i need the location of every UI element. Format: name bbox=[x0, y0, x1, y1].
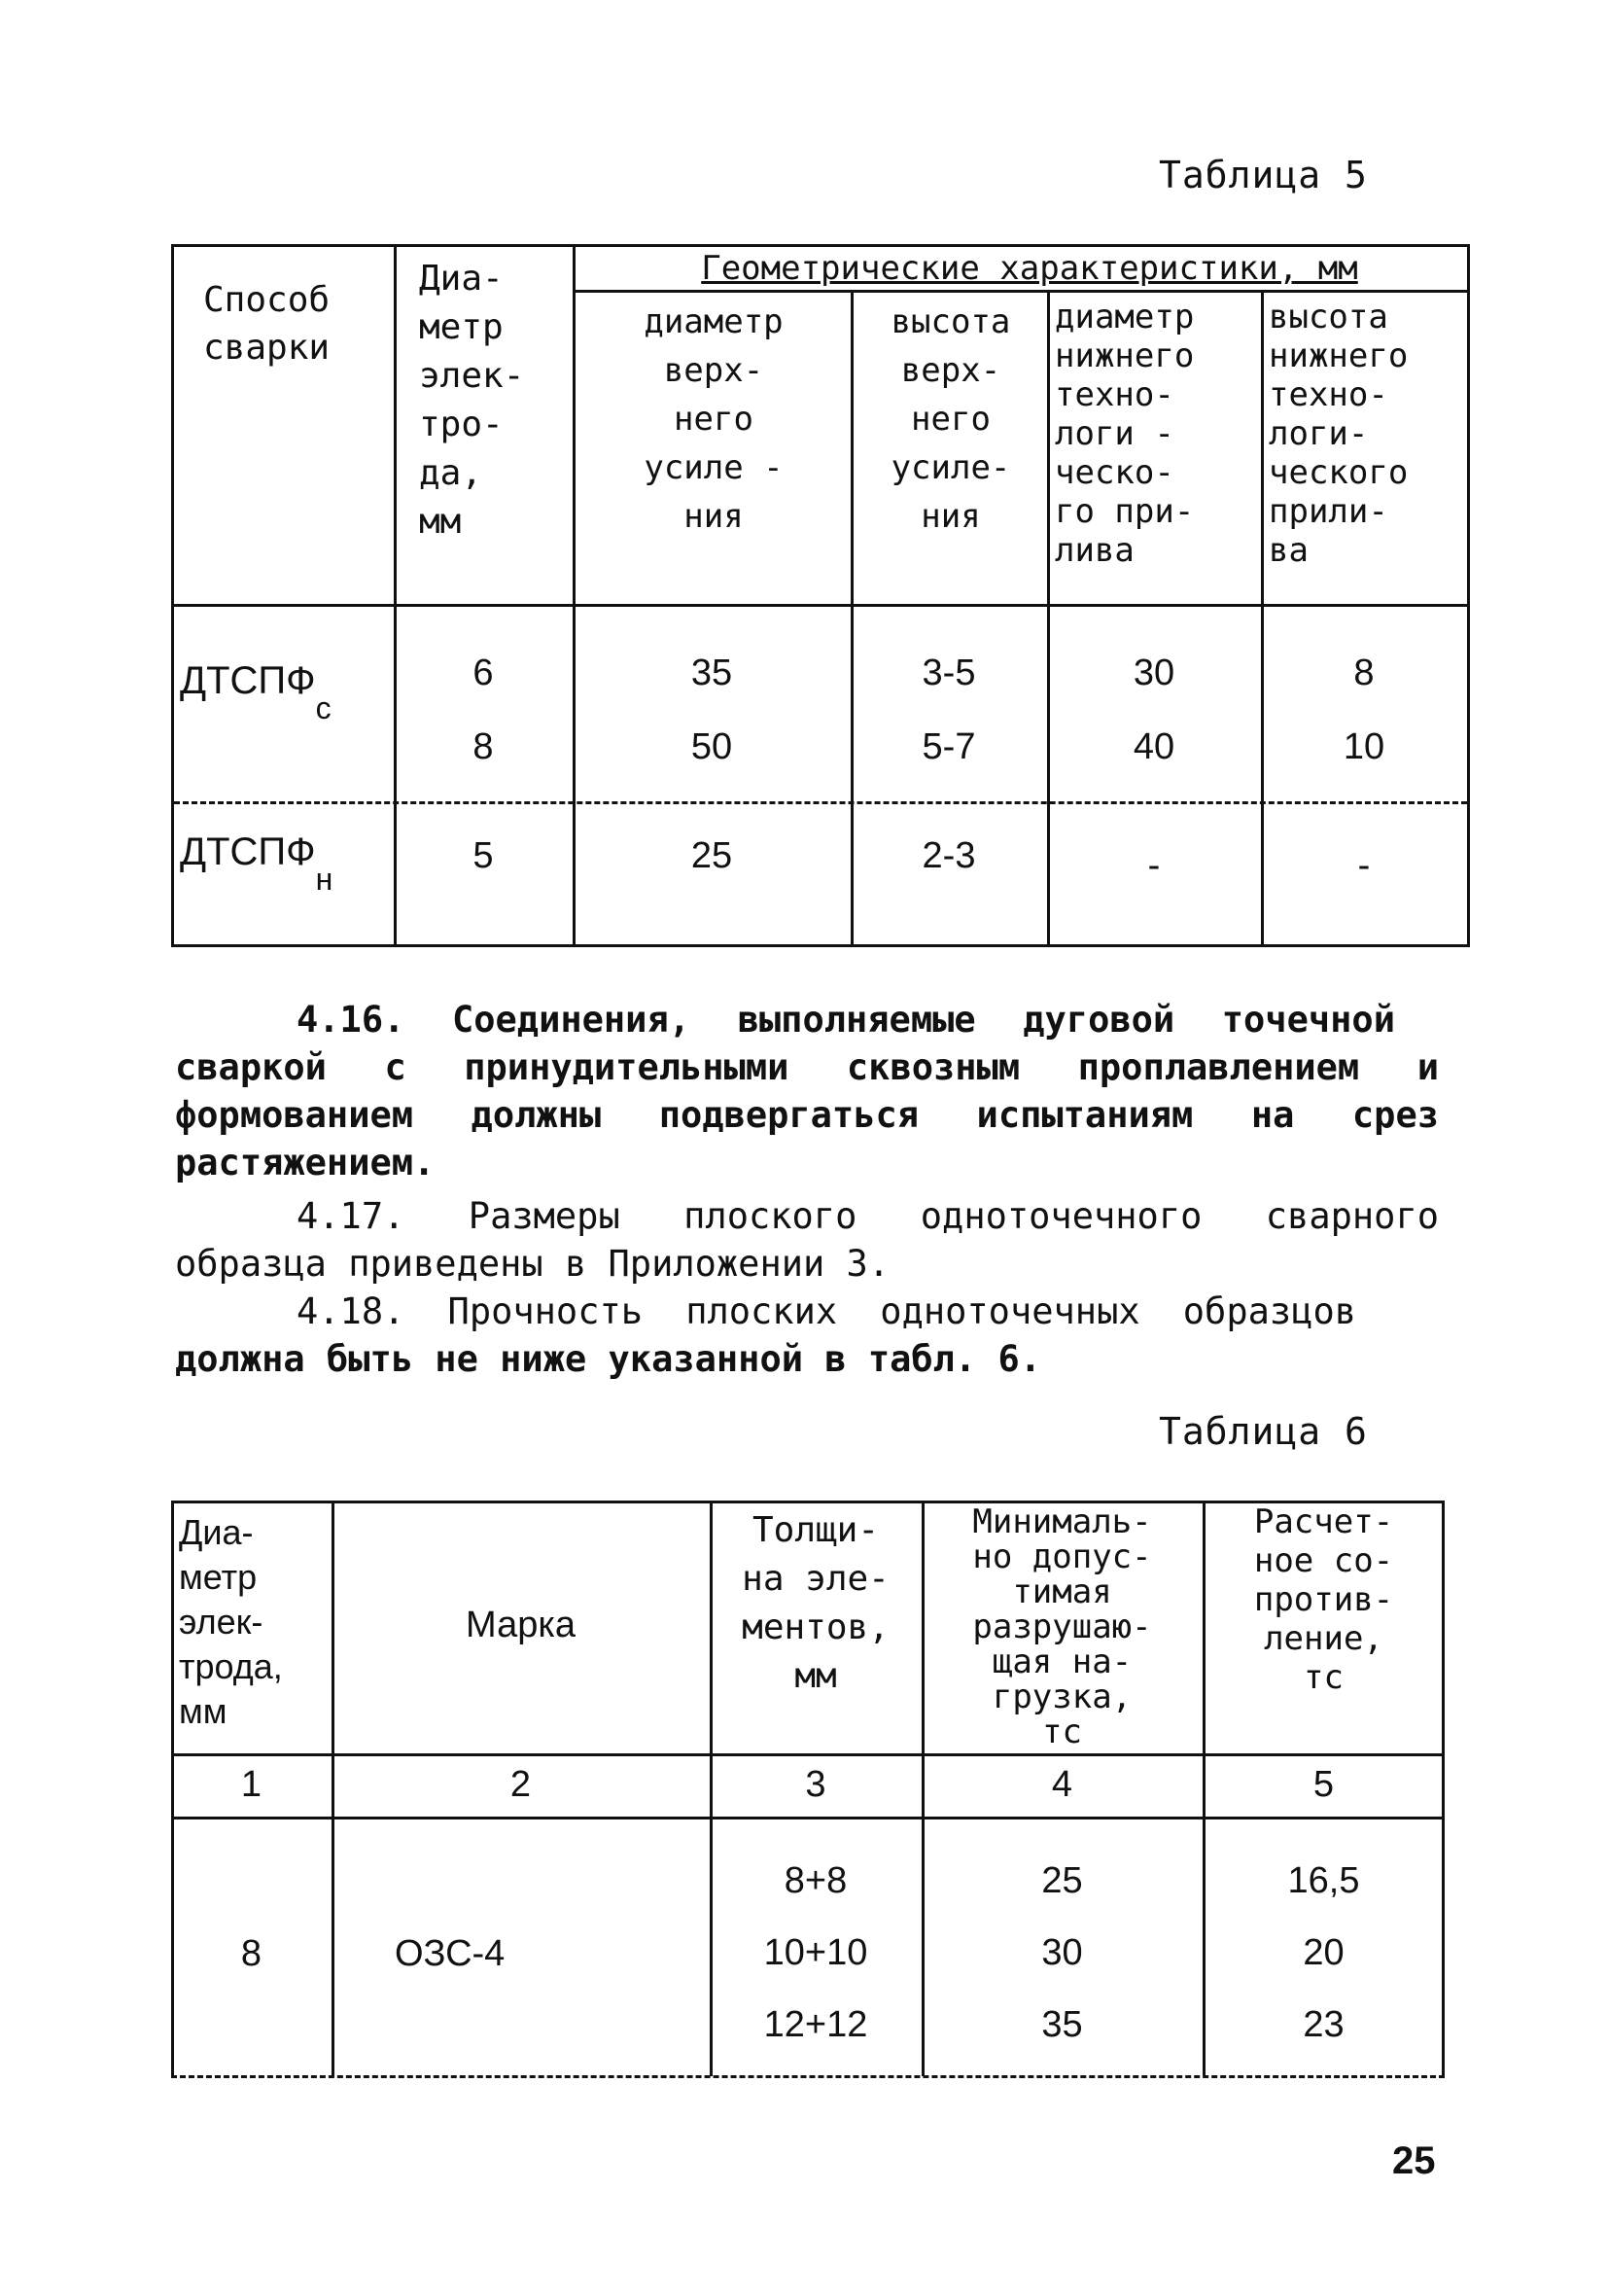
t5-row1-d-lower: 30 40 bbox=[1133, 653, 1175, 767]
paragraph-4-16: 4.16. Соединения, выполняемые дуговой точечной сваркой с принудительными сквозным проплавлением и формованием должны подвергаться испытаниям на срез растяжением. bbox=[175, 999, 1439, 1183]
t6-header-brand: Марка bbox=[466, 1605, 576, 1645]
t5-row1-d-upper: 35 50 bbox=[690, 653, 733, 767]
t5-row2-diameter: 5 bbox=[472, 835, 494, 876]
t5-header-geometry: Геометрические характеристики, мм bbox=[701, 249, 1358, 288]
t5-row1-method: $ДТСПФ_с$ bbox=[180, 659, 332, 725]
table6-caption: Таблица 6 bbox=[1159, 1410, 1368, 1453]
table6 bbox=[171, 1501, 1445, 2084]
t5-row2-d-lower: - bbox=[1147, 845, 1161, 886]
t6-colnum-3: 3 bbox=[805, 1764, 826, 1805]
paragraph-4-18: 4.18. Прочность плоских одноточечных образцов должна быть не ниже указанной в табл. 6. bbox=[175, 1290, 1356, 1380]
t6-colnum-2: 2 bbox=[509, 1764, 532, 1805]
page-number: 25 bbox=[1392, 2139, 1436, 2182]
t5-row1-diameters: 6 8 bbox=[472, 653, 494, 767]
t5-row2-method: $ДТСПФ_н$ bbox=[180, 830, 333, 897]
t6-colnum-5: 5 bbox=[1312, 1764, 1335, 1805]
t6-colnum-1: 1 bbox=[240, 1764, 262, 1805]
t6-header-diameter: Диа- метр элек- трода, мм bbox=[179, 1512, 283, 1731]
t5-header-diameter: Диа- метр элек- тро- да, мм bbox=[419, 259, 525, 542]
t6-header-thickness: Толщи- на эле- ментов, мм bbox=[742, 1510, 890, 1696]
t6-thickness: 8+8 10+10 12+12 bbox=[763, 1860, 868, 2045]
t6-resistance: 16,5 20 23 bbox=[1287, 1860, 1360, 2045]
t5-row2-h-lower: - bbox=[1357, 845, 1371, 886]
t6-header-resistance: Расчет- ное со- против- ление, тс bbox=[1253, 1502, 1394, 1697]
t5-header-method: Способ сварки bbox=[203, 280, 331, 368]
t5-header-d-lower: диаметр нижнего техно- логи - ческо- го при- лива bbox=[1055, 298, 1195, 570]
t5-row1-h-upper: 3-5 5-7 bbox=[922, 653, 976, 767]
table5 bbox=[171, 244, 1470, 947]
t5-row2-h-upper: 2-3 bbox=[922, 835, 976, 876]
t6-colnum-4: 4 bbox=[1051, 1764, 1073, 1805]
t5-row2-d-upper: 25 bbox=[690, 835, 733, 876]
t6-diameter: 8 bbox=[240, 1933, 262, 1974]
t5-header-h-lower: высота нижнего техно- логи- ческого прили- ва bbox=[1269, 298, 1409, 570]
t6-header-min-load: Минималь- но допус- тимая разрушаю- щая на- грузка, тс bbox=[972, 1502, 1152, 1751]
t5-row1-h-lower: 8 10 bbox=[1343, 653, 1385, 767]
t6-brand: ОЗС-4 bbox=[395, 1933, 506, 1974]
table5-caption: Таблица 5 bbox=[1159, 154, 1368, 196]
paragraph-4-17: 4.17. Размеры плоского одноточечного сварного образца приведены в Приложении 3. bbox=[175, 1195, 1439, 1285]
t6-min-load: 25 30 35 bbox=[1041, 1860, 1083, 2045]
t5-header-h-upper: высота верх- него усиле- ния bbox=[891, 302, 1011, 536]
t5-header-d-upper: диаметр верх- него усиле - ния bbox=[644, 302, 784, 536]
